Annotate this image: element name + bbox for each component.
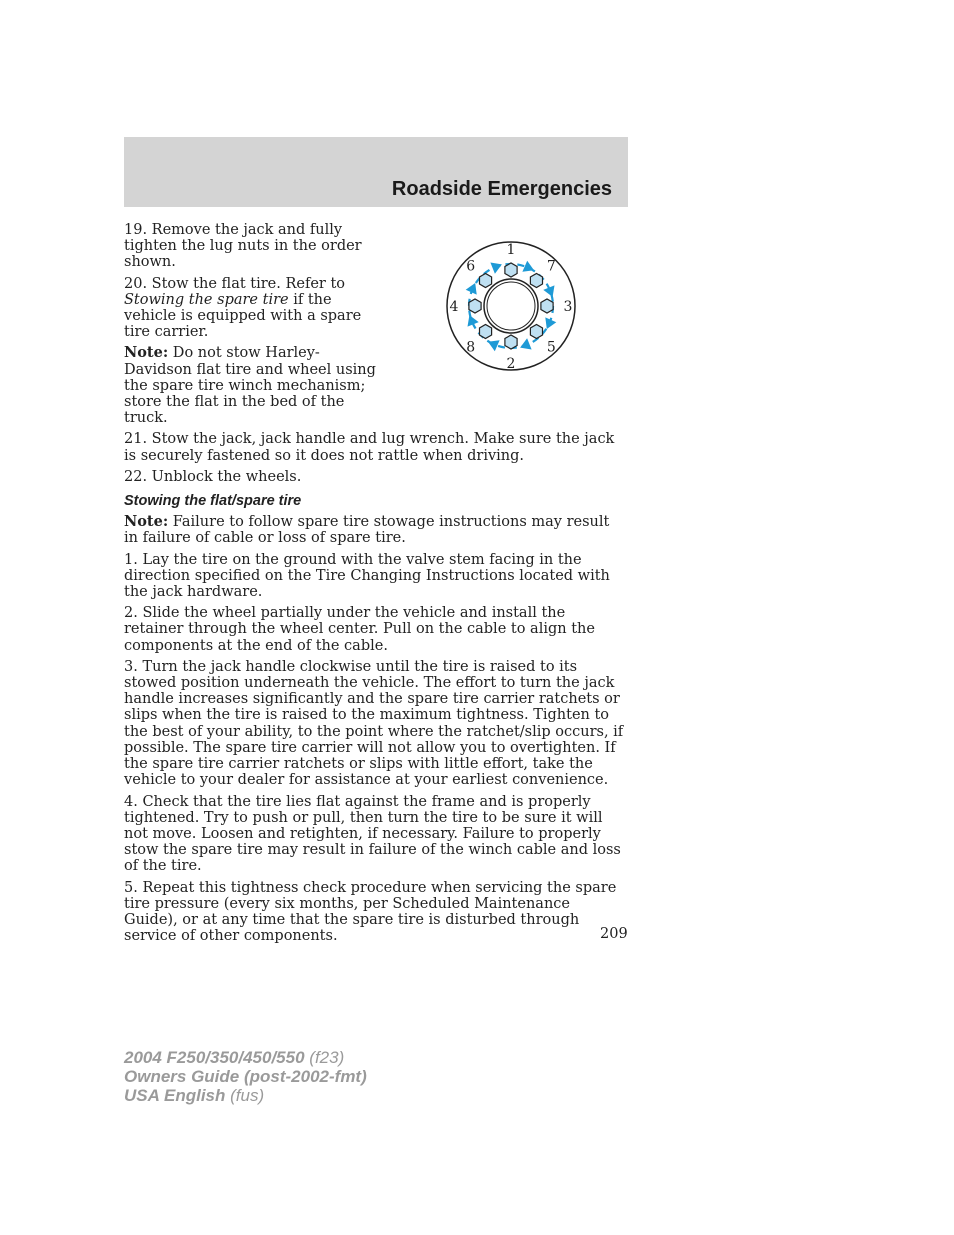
- stow-step-2: 2. Slide the wheel partially under the vehicle and install the retainer through the wheel center. Pull on the cable to align the components at the end of the cable.: [124, 605, 595, 654]
- lug-nut-label-1: 1: [506, 242, 516, 258]
- document-footer: [124, 1048, 367, 1105]
- footer-line-guide: Owners Guide (post-2002-fmt): [124, 1067, 367, 1086]
- lug-nut-label-4: 4: [449, 299, 459, 315]
- lug-nut-label-8: 8: [466, 339, 476, 356]
- stowing-spare-tire-reference: Stowing the spare tire: [124, 291, 289, 308]
- lug-nut-label-3: 3: [563, 299, 573, 315]
- subsection-heading: Stowing the flat/spare tire: [124, 493, 302, 510]
- stow-step-4: 4. Check that the tire lies flat against the frame and is properly tightened. Try to push or pull, then turn the tire to be sure it will not move. Loosen and retighten, if necessary. Failure to properly stow the spare tire may result in failure of the winch cable and loss of the tire.: [124, 793, 621, 875]
- footer-line-model: 2004 F250/350/450/550 (f23): [124, 1048, 345, 1067]
- step-19: 19. Remove the jack and fully tighten the lug nuts in the order shown.: [124, 222, 362, 271]
- page-number: 209: [600, 926, 628, 942]
- stow-step-5: 5. Repeat this tightness check procedure when servicing the spare tire pressure (every six months, per Scheduled Maintenance Guide), or at any time that the spare tire is disturbed through service of other components.: [124, 879, 617, 945]
- step-21: 21. Stow the jack, jack handle and lug wrench. Make sure the jack is securely fastened so it does not rattle when driving.: [124, 431, 615, 464]
- stow-step-1: 1. Lay the tire on the ground with the valve stem facing in the direction specified on the Tire Changing Instructions located with the jack hardware.: [124, 551, 610, 601]
- section-header-band: [124, 137, 628, 207]
- stow-step-3: 3. Turn the jack handle clockwise until the tire is raised to its stowed position underneath the vehicle. The effort to turn the jack handle increases significantly and the spare tire carrier ratchets or slips when the tire is raised to the maximum tightness. Tighten to the best of your ability, to the point where the ratchet/slip occurs, if possible. The spare tire carrier will not allow you to overtighten. If the spare tire carrier ratchets or slips with little effort, take the vehicle to your dealer for assistance at your earliest convenience.: [124, 658, 624, 789]
- lug-nut-label-5: 5: [546, 339, 556, 356]
- lug-nut-label-7: 7: [546, 258, 556, 275]
- page-body: [124, 222, 624, 949]
- step-20: 20. Stow the flat tire. Refer to Stowing the spare tire if the vehicle is equipped with a spare tire carrier.: [124, 275, 362, 341]
- lug-nut-label-6: 6: [466, 258, 476, 275]
- step-22: 22. Unblock the wheels.: [124, 468, 302, 485]
- section-title: Roadside Emergencies: [391, 178, 612, 200]
- lug-nut-label-2: 2: [506, 356, 516, 372]
- harley-davidson-note: Note: Do not stow Harley-Davidson flat tire and wheel using the spare tire winch mechanism; store the flat in the bed of the truck.: [124, 344, 376, 427]
- stowage-note: Note: Failure to follow spare tire stowage instructions may result in failure of cable or loss of spare tire.: [124, 513, 610, 547]
- footer-line-language: USA English (fus): [124, 1086, 265, 1105]
